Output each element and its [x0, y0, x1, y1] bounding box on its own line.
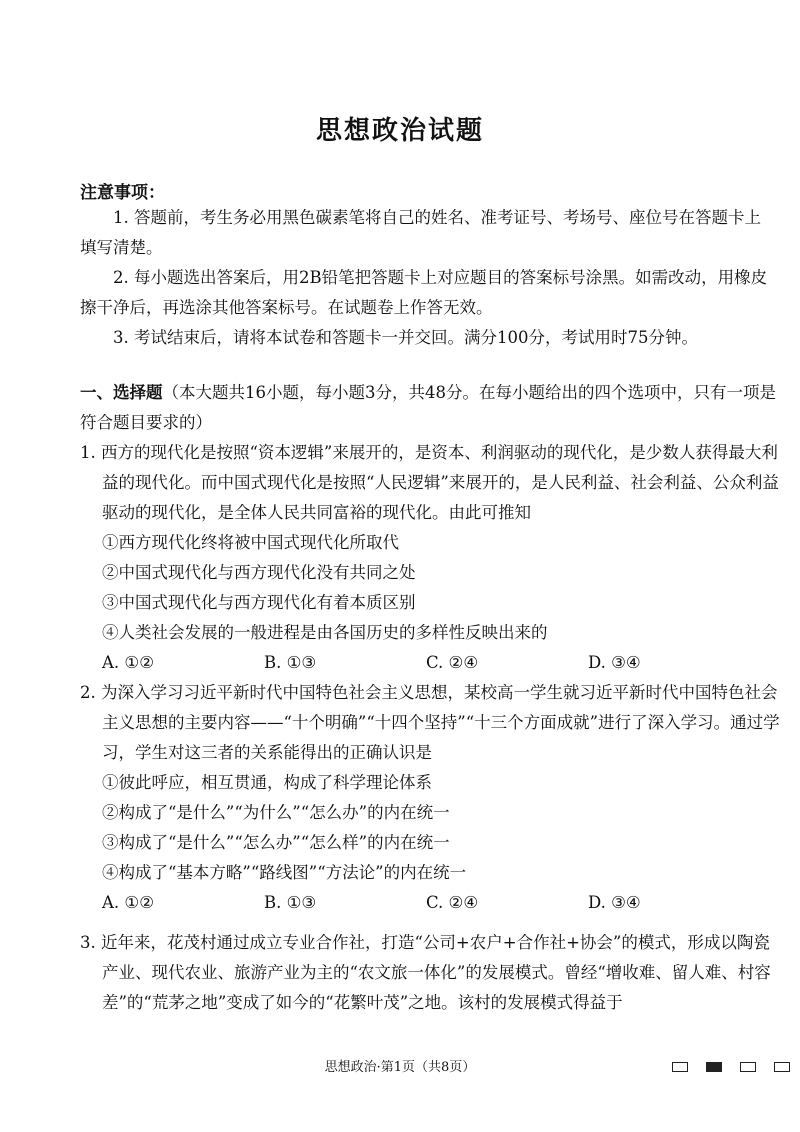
option-statement: ①彼此呼应，相互贯通，构成了科学理论体系: [102, 773, 432, 792]
question-1: [80, 438, 780, 678]
option-statement: ①西方现代化终将被中国式现代化所取代: [102, 533, 399, 552]
choice-d: D. ③④: [588, 653, 641, 672]
choice-a: A. ①②: [102, 893, 154, 912]
option-statement: ③中国式现代化与西方现代化有着本质区别: [102, 593, 416, 612]
question-stem: 3. 近年来，花茂村通过成立专业合作社，打造“公司+农户+合作社+协会”的模式，形成以陶瓷产业、现代农业、旅游产业为主的“农文旅一体化”的发展模式。曾经“增收难、留人难、村容差”的“荒茅之地”变成了如今的“花繁叶茂”之地。该村的发展模式得益于: [80, 933, 771, 1012]
section-description: （本大题共16小题，每小题3分，共48分。在每小题给出的四个选项中，只有一项是符合题目要求的）: [80, 383, 776, 432]
answer-choices: [80, 648, 780, 678]
question-2: [80, 678, 780, 918]
choice-c: C. ②④: [426, 893, 479, 912]
registration-mark: [672, 1062, 688, 1072]
answer-choices: [80, 888, 780, 918]
question-3: [80, 928, 780, 1018]
notice-item: 2. 每小题选出答案后，用2B铅笔把答题卡上对应题目的答案标号涂黑。如需改动，用橡皮擦干净后，再选涂其他答案标号。在试题卷上作答无效。: [80, 268, 768, 317]
section-header: [80, 378, 780, 438]
option-statement: ②中国式现代化与西方现代化没有共同之处: [102, 563, 416, 582]
option-statement: ④构成了“基本方略”“路线图”“方法论”的内在统一: [102, 863, 467, 882]
notice-item: 3. 考试结束后，请将本试卷和答题卡一并交回。满分100分，考试用时75分钟。: [113, 328, 698, 347]
choice-b: B. ①③: [264, 653, 317, 672]
registration-mark: [774, 1062, 790, 1072]
scan-marks: [672, 1062, 790, 1072]
notice-item: 1. 答题前，考生务必用黑色碳素笔将自己的姓名、准考证号、考场号、座位号在答题卡上填写清楚。: [80, 208, 761, 257]
option-statement: ②构成了“是什么”“为什么”“怎么办”的内在统一: [102, 803, 450, 822]
choice-a: A. ①②: [102, 653, 154, 672]
question-stem: 1. 西方的现代化是按照“资本逻辑”来展开的，是资本、利润驱动的现代化，是少数人获得最大利益的现代化。而中国式现代化是按照“人民逻辑”来展开的，是人民利益、社会利益、公众利益驱动的现代化，是全体人民共同富裕的现代化。由此可推知: [80, 443, 779, 522]
choice-b: B. ①③: [264, 893, 317, 912]
choice-d: D. ③④: [588, 893, 641, 912]
registration-mark: [706, 1062, 722, 1072]
option-statement: ③构成了“是什么”“怎么办”“怎么样”的内在统一: [102, 833, 450, 852]
section-title: 一、选择题: [80, 383, 163, 402]
question-stem: 2. 为深入学习习近平新时代中国特色社会主义思想，某校高一学生就习近平新时代中国特色社会主义思想的主要内容——“十个明确”“十四个坚持”“十三个方面成就”进行了深入学习。通过学习，学生对这三者的关系能得出的正确认识是: [80, 683, 780, 762]
registration-mark: [740, 1062, 756, 1072]
page-title: 思想政治试题: [315, 116, 484, 146]
notice-heading: 注意事项：: [80, 183, 165, 203]
page-footer: 思想政治·第1页（共8页）: [324, 1060, 476, 1075]
choice-c: C. ②④: [426, 653, 479, 672]
option-statement: ④人类社会发展的一般进程是由各国历史的多样性反映出来的: [102, 623, 548, 642]
